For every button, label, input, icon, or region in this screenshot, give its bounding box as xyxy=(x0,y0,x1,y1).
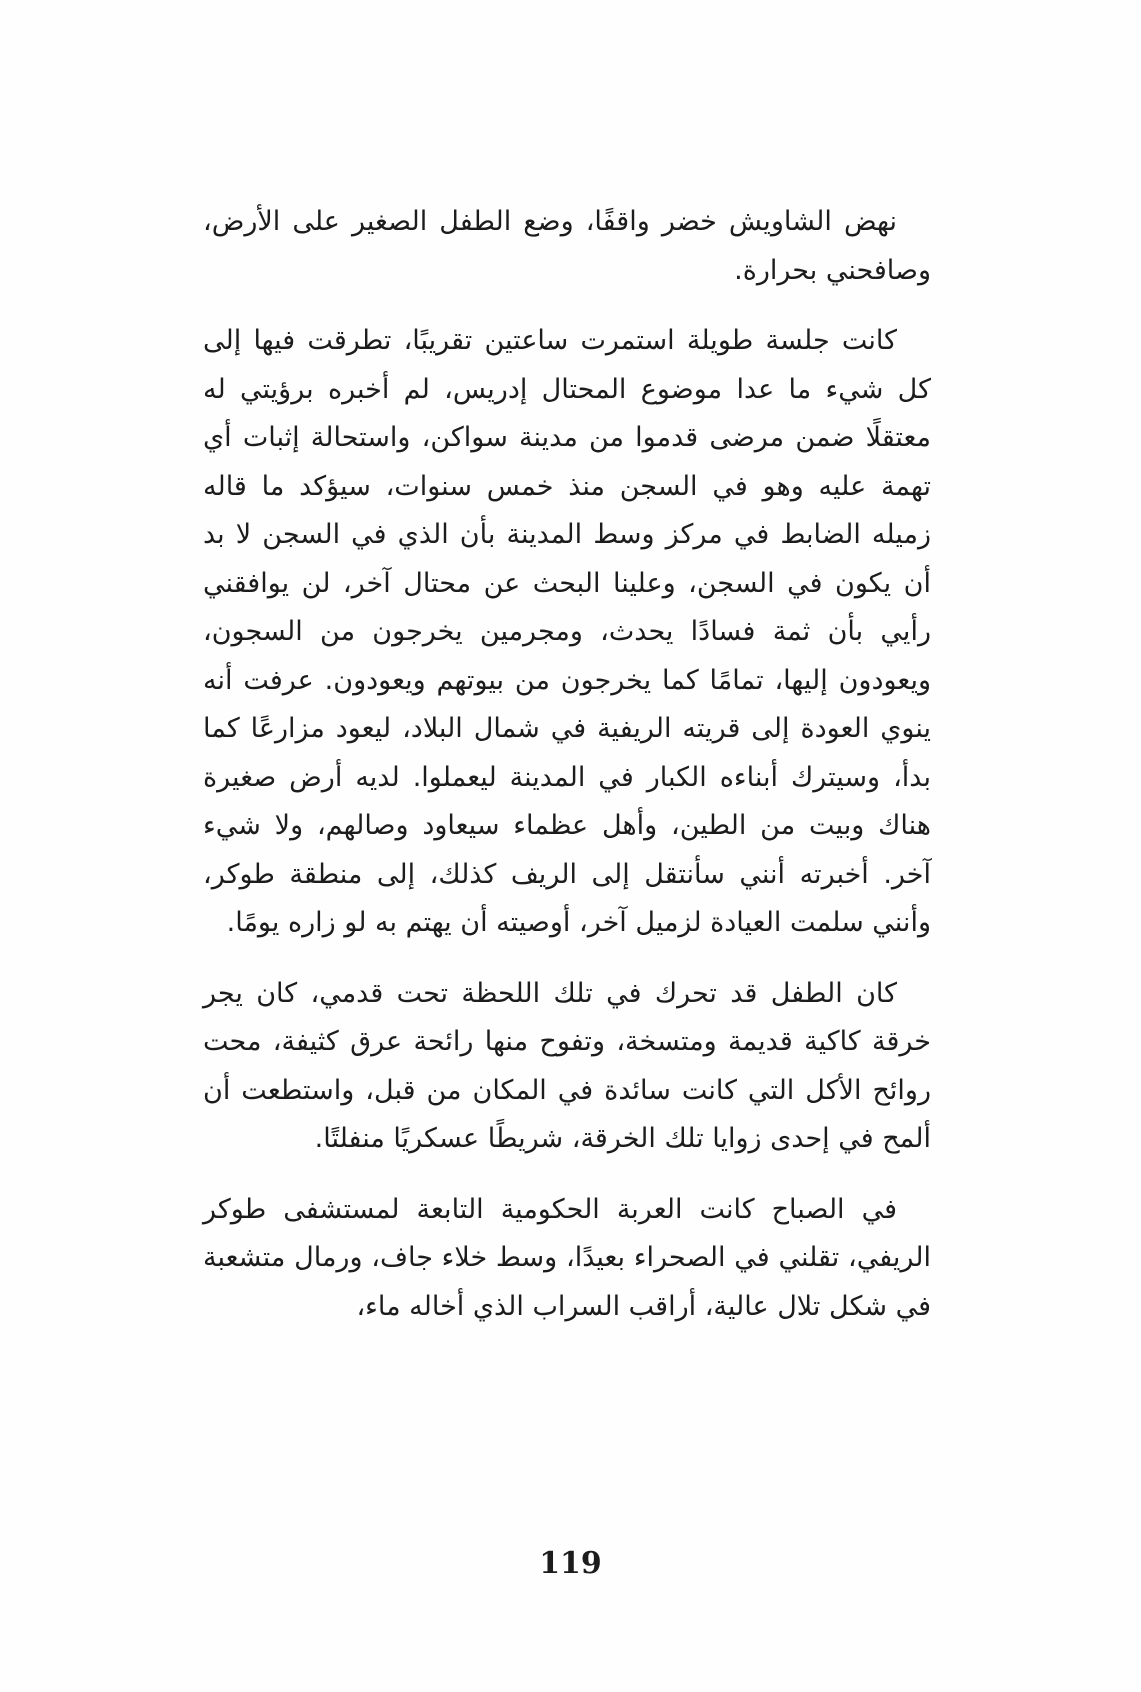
paragraph-2: كانت جلسة طويلة استمرت ساعتين تقريبًا، تطرقت فيها إلى كل شيء ما عدا موضوع المحتال إدريس، لم أخبره برؤيتي له معتقلًا ضمن مرضى قدموا من مدينة سواكن، واستحالة إثبات أي تهمة عليه وهو في السجن منذ خمس سنوات، سيؤكد ما قاله زميله الضابط في مركز وسط المدينة بأن الذي في السجن لا بد أن يكون في السجن، وعلينا البحث عن محتال آخر، لن يوافقني رأيي بأن ثمة فسادًا يحدث، ومجرمين يخرجون من السجون، ويعودون إليها، تمامًا كما يخرجون من بيوتهم ويعودون. عرفت أنه ينوي العودة إلى قريته الريفية في شمال البلاد، ليعود مزارعًا كما بدأ، وسيترك أبناءه الكبار في المدينة ليعملوا. لديه أرض صغيرة هناك وبيت من الطين، وأهل عظماء سيعاود وصالهم، ولا شيء آخر. أخبرته أنني سأنتقل إلى الريف كذلك، إلى منطقة طوكر، وأنني سلمت العيادة لزميل آخر، أوصيته أن يهتم به لو زاره يومًا. xyxy=(203,325,931,938)
paragraph-4: في الصباح كانت العربة الحكومية التابعة لمستشفى طوكر الريفي، تقلني في الصحراء بعيدًا، وسط خلاء جاف، ورمال متشعبة في شكل تلال عالية، أراقب السراب الذي أخاله ماء، xyxy=(203,1193,931,1322)
paragraph-3: كان الطفل قد تحرك في تلك اللحظة تحت قدمي، كان يجر خرقة كاكية قديمة ومتسخة، وتفوح منها رائحة عرق كثيفة، محت روائح الأكل التي كانت سائدة في المكان من قبل، واستطعت أن ألمح في إحدى زوايا تلك الخرقة، شريطًا عسكريًا منفلتًا. xyxy=(203,977,931,1154)
page-number: 119 xyxy=(539,1546,602,1581)
body-text xyxy=(203,198,931,1353)
paragraph-1: نهض الشاويش خضر واقفًا، وضع الطفل الصغير على الأرض، وصافحني بحرارة. xyxy=(203,206,931,286)
